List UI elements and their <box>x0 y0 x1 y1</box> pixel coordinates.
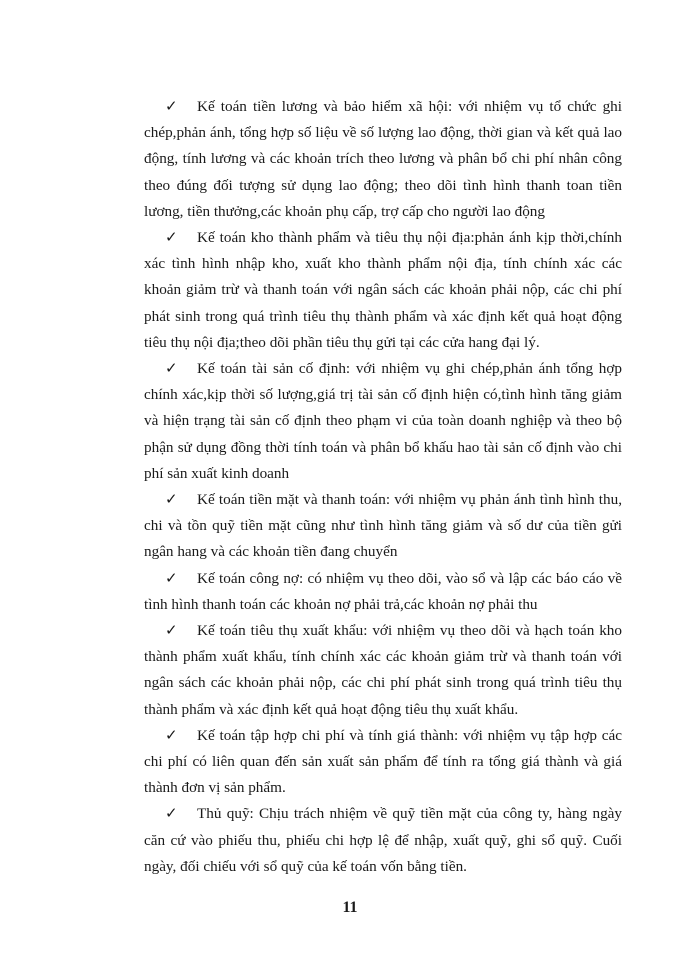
paragraph-cost-accounting <box>144 723 622 802</box>
paragraph-export-accounting <box>144 618 622 723</box>
paragraph-text: Kế toán tập hợp chi phí và tính giá thành: với nhiệm vụ tập hợp các chi phí có liên quan đến sản xuất sản phẩm để tính ra tổng giá thành và giá thành đơn vị sản phẩm. <box>144 726 622 797</box>
page-number: 11 <box>342 899 358 916</box>
paragraph-text: Kế toán tài sản cố định: với nhiệm vụ ghi chép,phản ánh tổng hợp chính xác,kịp thời số lượng,giá trị tài sản cố định hiện có,tình hình tăng giảm và hiện trạng tài sản cố định theo phạm vi của toàn doanh nghiệp và theo bộ phận sử dụng đồng thời tính toán và phân bổ khấu hao tài sản cố định vào chi phí sản xuất kinh doanh <box>144 360 622 482</box>
check-mark-icon: ✓ <box>165 491 178 509</box>
paragraph-salary-accounting <box>144 94 622 225</box>
check-mark-icon: ✓ <box>165 360 178 378</box>
paragraph-text: Kế toán tiền mặt và thanh toán: với nhiệm vụ phản ánh tình hình thu, chi và tồn quỹ tiền mặt cũng như tình hình tăng giảm và số dư của tiền gửi ngân hang và các khoản tiền đang chuyển <box>144 491 622 561</box>
paragraph-cash-accounting <box>144 487 622 566</box>
paragraph-fixed-assets-accounting <box>144 356 622 487</box>
check-mark-icon: ✓ <box>165 229 178 247</box>
paragraph-treasurer <box>144 801 622 880</box>
paragraph-text: Kế toán công nợ: có nhiệm vụ theo dõi, vào sổ và lập các báo cáo về tình hình thanh toán các khoản nợ phải trả,các khoản nợ phải thu <box>144 569 622 613</box>
check-mark-icon: ✓ <box>165 569 178 587</box>
paragraph-text: Kế toán tiêu thụ xuất khẩu: với nhiệm vụ theo dõi và hạch toán kho thành phẩm xuất khẩu, tính chính xác các khoản giảm trừ và thanh toán với ngân sách các khoản phải nộp, các chi phí phát sinh trong quá trình tiêu thụ thành phẩm và xác định kết quả hoạt động tiêu thụ xuất khẩu. <box>144 622 622 718</box>
paragraph-finished-goods-accounting <box>144 225 622 356</box>
check-mark-icon: ✓ <box>165 726 178 744</box>
paragraph-text: Kế toán tiền lương và bảo hiểm xã hội: với nhiệm vụ tổ chức ghi chép,phản ánh, tổng hợp số liệu về số lượng lao động, thời gian và kết quả lao động, tính lương và các khoản trích theo lương và phân bổ chi phí nhân công theo đúng đối tượng sử dụng lao động; theo dõi tình hình thanh toan tiền lương, tiền thưởng,các khoản phụ cấp, trợ cấp cho người lao động <box>144 98 622 220</box>
check-mark-icon: ✓ <box>165 98 178 115</box>
check-mark-icon: ✓ <box>165 622 178 640</box>
paragraph-text: Thủ quỹ: Chịu trách nhiệm về quỹ tiền mặt của công ty, hàng ngày căn cứ vào phiếu thu, phiếu chi hợp lệ để nhập, xuất quỹ, ghi sổ quỹ. Cuối ngày, đối chiếu với sổ quỹ của kế toán vốn bằng tiền. <box>144 805 622 875</box>
paragraph-debt-accounting <box>144 566 622 618</box>
check-mark-icon: ✓ <box>165 805 178 823</box>
body-text <box>144 94 622 880</box>
paragraph-text: Kế toán kho thành phẩm và tiêu thụ nội địa:phản ánh kịp thời,chính xác tình hình nhập kho, xuất kho thành phẩm nội địa, tính chính xác các khoản giảm trừ và thanh toán với ngân sách các khoản phải nộp, các chi phí phát sinh trong quá trình tiêu thụ thành phẩm và xác định kết quả hoạt động tiêu thụ nội địa;theo dõi phần tiêu thụ gửi tại các cửa hang đại lý. <box>144 229 622 351</box>
